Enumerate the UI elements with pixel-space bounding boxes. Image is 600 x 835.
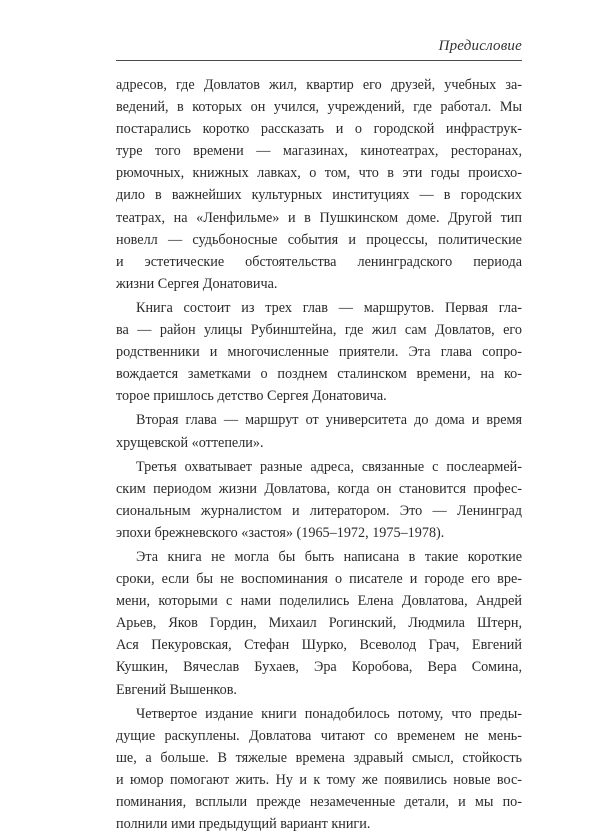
text-line: Книга состоит из трех глав — маршрутов. Первая гла- bbox=[136, 299, 522, 316]
paragraph bbox=[116, 703, 522, 835]
text-line: поминания, всплыли прежде незамеченные детали, и мы по- bbox=[116, 794, 522, 810]
text-line: Четвертое издание книги понадобилось потому, что преды- bbox=[136, 705, 522, 722]
text-line: родственники и многочисленные приятели. Эта глава сопро- bbox=[116, 344, 522, 361]
text-line: вождается заметками о позднем сталинском времени, на ко- bbox=[116, 366, 522, 383]
paragraph bbox=[116, 456, 522, 544]
text-line: дило в важнейших культурных институциях — в городских bbox=[116, 187, 522, 204]
text-line: адресов, где Довлатов жил, квартир его друзей, учебных за- bbox=[116, 77, 522, 93]
text-line: жизни Сергея Донатовича. bbox=[116, 275, 278, 292]
text-line: ше, а больше. В тяжелые времена здравый смысл, стойкость bbox=[116, 749, 522, 766]
text-line: Третья охватывает разные адреса, связанные с послеармей- bbox=[136, 458, 522, 475]
text-line: полнили ими предыдущий вариант книги. bbox=[116, 816, 371, 833]
text-line: ва — район улицы Рубинштейна, где жил сам Довлатов, его bbox=[116, 322, 522, 339]
paragraph bbox=[116, 297, 522, 407]
text-line: и эстетические обстоятельства ленинградского периода bbox=[116, 253, 522, 270]
running-header-title: Предисловие bbox=[438, 38, 522, 54]
paragraph bbox=[116, 409, 522, 453]
text-line: мени, которыми с нами поделились Елена Довлатова, Андрей bbox=[116, 593, 522, 610]
text-line: сроки, если бы не воспоминания о писателе и городе его вре- bbox=[116, 571, 522, 588]
text-line: театрах, на «Ленфильме» и в Пушкинском доме. Другой тип bbox=[116, 209, 522, 226]
text-line: сиональным журналистом и литератором. Это — Ленинград bbox=[116, 502, 522, 519]
text-line: Ася Пекуровская, Стефан Шурко, Всеволод Грач, Евгений bbox=[116, 637, 522, 654]
text-line: туре того времени — магазинах, кинотеатрах, ресторанах, bbox=[116, 143, 522, 160]
text-line: новелл — судьбоносные события и процессы, политические bbox=[116, 231, 522, 248]
text-line: ведений, в которых он учился, учреждений, где работал. Мы bbox=[116, 99, 522, 116]
text-line: рюмочных, книжных лавках, о том, что в эти годы происхо- bbox=[116, 165, 522, 182]
text-line: Кушкин, Вячеслав Бухаев, Эра Коробова, Вера Сомина, bbox=[116, 659, 522, 676]
text-line: Арьев, Яков Гордин, Михаил Рогинский, Людмила Штерн, bbox=[116, 615, 522, 632]
text-line: Эта книга не могла бы быть написана в такие короткие bbox=[136, 548, 522, 565]
text-line: торое пришлось детство Сергея Донатовича. bbox=[116, 388, 387, 405]
text-line: эпохи брежневского «застоя» (1965–1972, 1975–1978). bbox=[116, 524, 445, 541]
text-line: дущие раскуплены. Довлатова читают со временем не мень- bbox=[116, 727, 522, 744]
text-line: постарались коротко рассказать и о городской инфраструк- bbox=[116, 121, 522, 138]
page-body bbox=[116, 74, 522, 835]
running-header bbox=[116, 34, 522, 61]
text-line: Вторая глава — маршрут от университета до дома и время bbox=[136, 412, 522, 429]
paragraph bbox=[116, 546, 522, 701]
text-line: ским периодом жизни Довлатова, когда он становится профес- bbox=[116, 480, 522, 497]
text-line: и юмор помогают жить. Ну и к тому же появились новые вос- bbox=[116, 771, 522, 788]
text-line: Евгений Вышенков. bbox=[116, 681, 237, 698]
paragraph bbox=[116, 74, 522, 295]
text-line: хрущевской «оттепели». bbox=[116, 434, 264, 451]
